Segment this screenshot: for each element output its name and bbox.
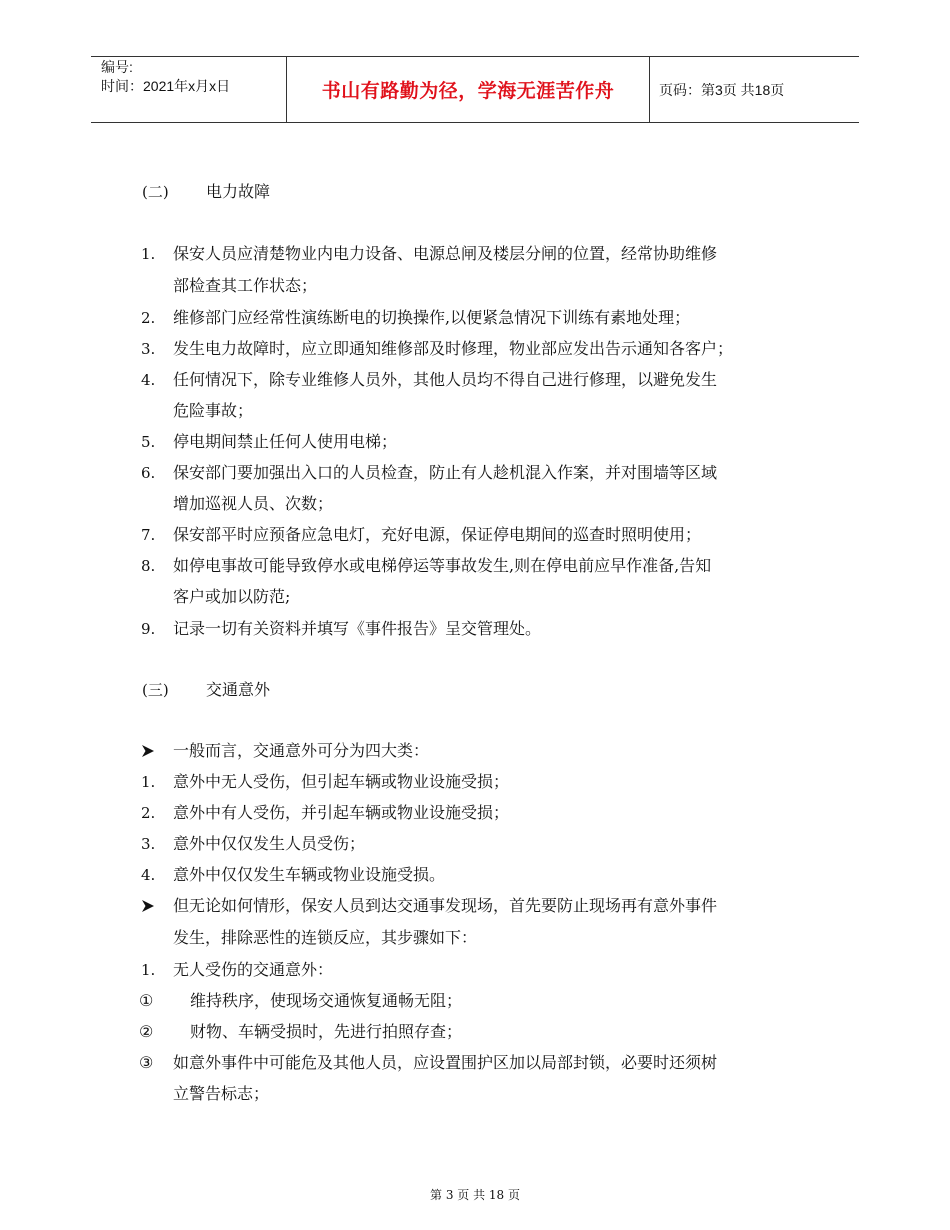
circled-number-marker: ③ bbox=[139, 1053, 154, 1072]
list-marker: 6. bbox=[141, 464, 156, 482]
list-item-text: 客户或加以防范; bbox=[173, 587, 291, 606]
list-marker: 1. bbox=[141, 245, 156, 263]
list-item-text: 如意外事件中可能危及其他人员，应设置围护区加以局部封锁，必要时还须树 bbox=[173, 1053, 718, 1072]
list-item-text: 增加巡视人员、次数； bbox=[173, 494, 334, 513]
list-marker: 9. bbox=[141, 620, 156, 638]
list-item-text: 无人受伤的交通意外： bbox=[173, 960, 334, 979]
list-item-text: 意外中无人受伤，但引起车辆或物业设施受损； bbox=[173, 772, 510, 791]
header-page-info: 页码：第3页 共18页 bbox=[659, 81, 785, 98]
list-item-text: 如停电事故可能导致停水或电梯停运等事故发生,则在停电前应早作准备,告知 bbox=[173, 556, 712, 575]
list-item-text: 发生电力故障时，应立即通知维修部及时修理，物业部应发出告示通知各客户； bbox=[173, 339, 734, 358]
list-marker: 4. bbox=[141, 866, 156, 884]
list-marker: 2. bbox=[141, 804, 156, 822]
list-item-text: 记录一切有关资料并填写《事件报告》呈交管理处。 bbox=[173, 619, 542, 638]
list-marker: 3. bbox=[141, 835, 156, 853]
list-marker: 7. bbox=[141, 526, 156, 544]
list-marker: 1. bbox=[141, 961, 156, 979]
list-marker: 3. bbox=[141, 340, 156, 358]
list-marker: 1. bbox=[141, 773, 156, 791]
list-item-text: 立警告标志； bbox=[173, 1084, 270, 1103]
list-item-text: 保安部平时应预备应急电灯，充好电源，保证停电期间的巡查时照明使用； bbox=[173, 525, 702, 544]
header-divider bbox=[649, 56, 650, 123]
list-item-text: 保安人员应清楚物业内电力设备、电源总闸及楼层分闸的位置，经常协助维修 bbox=[173, 244, 718, 263]
circled-number-marker: ② bbox=[139, 1022, 154, 1041]
section-number: (二) bbox=[142, 183, 169, 201]
list-item-text: 意外中仅仅发生人员受伤； bbox=[173, 834, 366, 853]
arrow-bullet-icon bbox=[142, 900, 154, 912]
list-item-text: 部检查其工作状态； bbox=[173, 276, 318, 295]
page-footer: 第 3 页 共 18 页 bbox=[430, 1188, 520, 1202]
intro-text: 一般而言，交通意外可分为四大类： bbox=[173, 741, 430, 760]
header-motto: 书山有路勤为径，学海无涯苦作舟 bbox=[321, 80, 615, 102]
list-marker: 8. bbox=[141, 557, 156, 575]
list-item-text: 维持秩序，使现场交通恢复通畅无阻； bbox=[190, 991, 463, 1010]
section-title: 交通意外 bbox=[206, 680, 271, 699]
list-item-text: 保安部门要加强出入口的人员检查，防止有人趁机混入作案，并对围墙等区域 bbox=[173, 463, 718, 482]
doc-code-label: 编号: bbox=[101, 59, 133, 75]
principle-text: 发生，排除恶性的连锁反应，其步骤如下： bbox=[173, 928, 478, 947]
list-item-text: 任何情况下，除专业维修人员外，其他人员均不得自己进行修理，以避免发生 bbox=[173, 370, 718, 389]
arrow-bullet-icon bbox=[142, 745, 154, 757]
principle-text: 但无论如何情形，保安人员到达交通事发现场，首先要防止现场再有意外事件 bbox=[173, 896, 718, 915]
list-marker: 5. bbox=[141, 433, 156, 451]
list-item-text: 意外中仅仅发生车辆或物业设施受损。 bbox=[173, 865, 446, 884]
list-item-text: 维修部门应经常性演练断电的切换操作,以便紧急情况下训练有素地处理； bbox=[173, 308, 691, 327]
list-marker: 4. bbox=[141, 371, 156, 389]
section-number: (三) bbox=[142, 681, 169, 699]
list-item-text: 意外中有人受伤，并引起车辆或物业设施受损； bbox=[173, 803, 510, 822]
list-marker: 2. bbox=[141, 309, 156, 327]
header-meta bbox=[101, 58, 230, 96]
doc-time-label: 时间：2021年x月x日 bbox=[101, 78, 231, 94]
list-item-text: 危险事故； bbox=[173, 401, 254, 420]
list-item-text: 财物、车辆受损时，先进行拍照存查； bbox=[190, 1022, 463, 1041]
section-title: 电力故障 bbox=[206, 182, 271, 201]
list-item-text: 停电期间禁止任何人使用电梯； bbox=[173, 432, 398, 451]
circled-number-marker: ① bbox=[139, 991, 154, 1010]
